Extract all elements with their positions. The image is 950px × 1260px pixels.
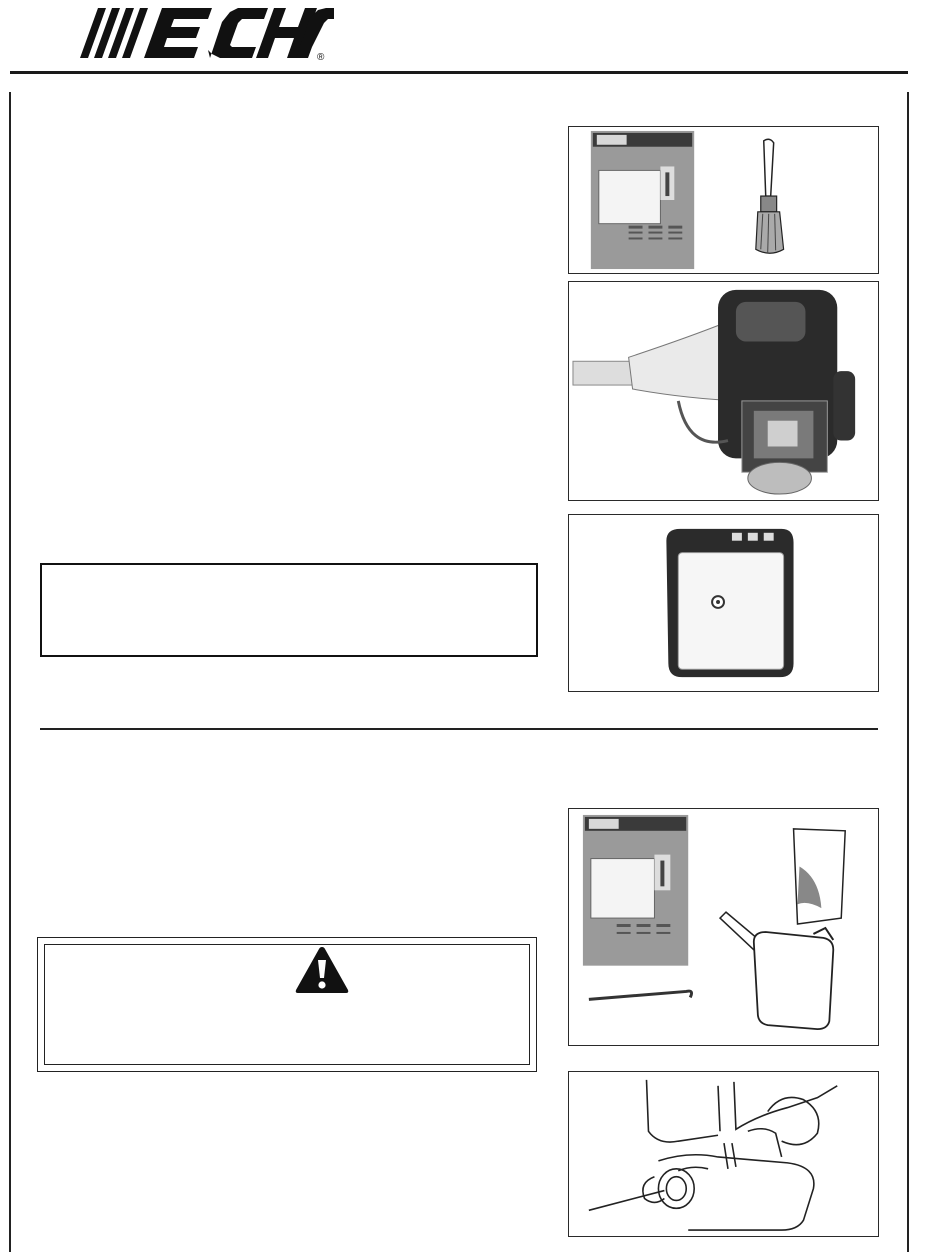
photo-engine-cover-removed bbox=[568, 281, 879, 501]
note-box bbox=[40, 563, 538, 657]
left-margin-rule bbox=[9, 92, 11, 1252]
photo-fuel-filter-kit-tools bbox=[568, 808, 879, 1046]
registered-mark: ® bbox=[317, 52, 325, 62]
right-margin-rule bbox=[907, 92, 909, 1252]
warning-triangle-icon bbox=[293, 944, 351, 996]
photo-filter-kit-and-brush bbox=[568, 126, 879, 274]
photo-air-filter bbox=[568, 514, 879, 692]
header-rule bbox=[10, 71, 908, 74]
section-divider bbox=[40, 728, 878, 730]
warning-box-inner bbox=[44, 944, 530, 1065]
echo-logo bbox=[72, 4, 334, 62]
illustration-fuel-filter-removal bbox=[568, 1071, 879, 1237]
